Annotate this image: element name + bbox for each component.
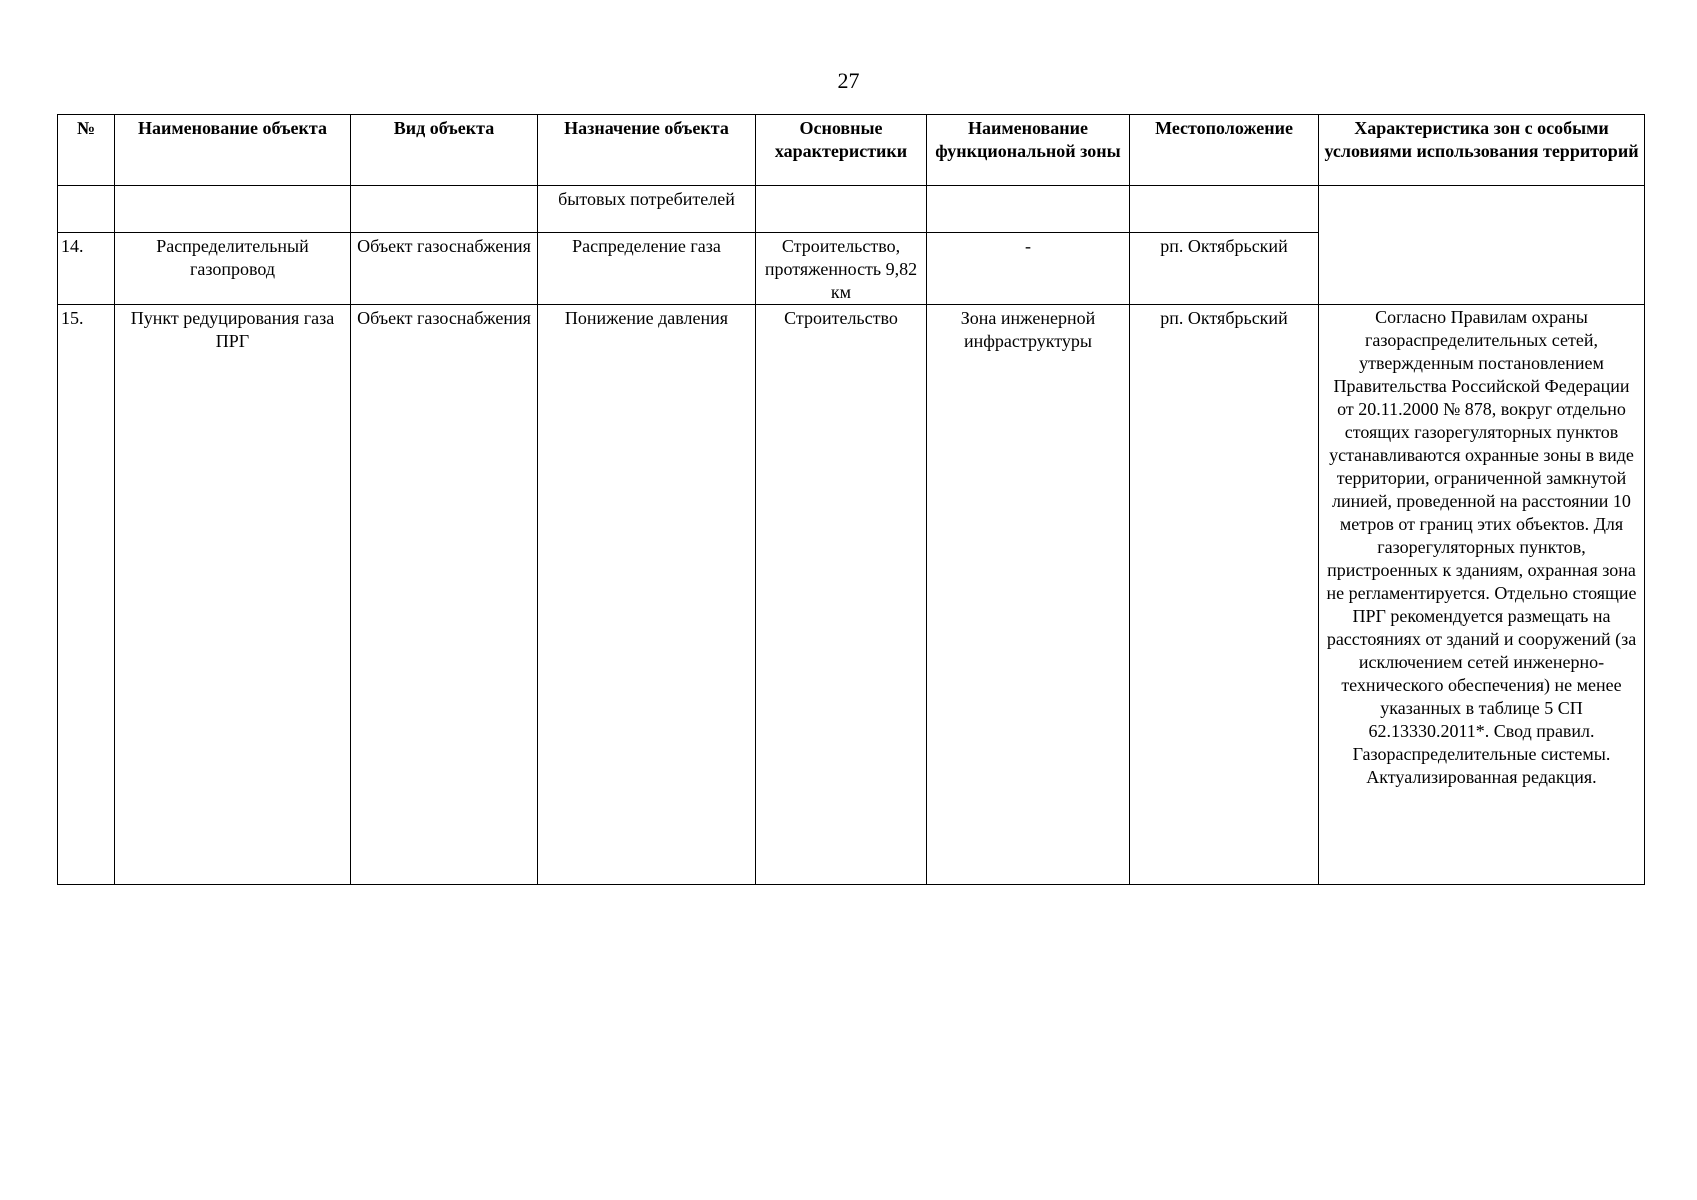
- table-row: [58, 186, 1645, 233]
- cell-number: [58, 186, 115, 233]
- cell-zone-restrictions: [1319, 186, 1645, 305]
- header-location: Местоположение: [1130, 115, 1319, 186]
- cell-location: рп. Октябрьский: [1130, 233, 1319, 305]
- cell-main-characteristics: [756, 186, 927, 233]
- header-object-name: Наименование объекта: [115, 115, 351, 186]
- header-number: №: [58, 115, 115, 186]
- cell-object-type: [351, 186, 538, 233]
- cell-location: рп. Октябрьский: [1130, 305, 1319, 885]
- cell-main-characteristics: Строительство: [756, 305, 927, 885]
- header-object-type: Вид объекта: [351, 115, 538, 186]
- cell-functional-zone: Зона инженерной инфраструктуры: [927, 305, 1130, 885]
- cell-functional-zone: -: [927, 233, 1130, 305]
- cell-object-purpose: Распределение газа: [538, 233, 756, 305]
- cell-object-name: Пункт редуцирования газа ПРГ: [115, 305, 351, 885]
- cell-main-characteristics: Строительство, протяженность 9,82 км: [756, 233, 927, 305]
- header-zone-restrictions: Характеристика зон с особыми условиями использования территорий: [1319, 115, 1645, 186]
- cell-functional-zone: [927, 186, 1130, 233]
- page-number: 27: [837, 68, 860, 93]
- header-object-purpose: Назначение объекта: [538, 115, 756, 186]
- cell-object-name: [115, 186, 351, 233]
- cell-object-purpose: Понижение давления: [538, 305, 756, 885]
- table-row: [58, 305, 1645, 885]
- cell-zone-restrictions: Согласно Правилам охраны газораспределительных сетей, утвержденным постановлением Правительства Российской Федерации от 20.11.2000 № 878, вокруг отдельно стоящих газорегуляторных пунктов устанавливаются охранные зоны в виде территории, ограниченной замкнутой линией, проведенной на расстоянии 10 метров от границ этих объектов. Для газорегуляторных пунктов, пристроенных к зданиям, охранная зона не регламентируется. Отдельно стоящие ПРГ рекомендуется размещать на расстояниях от зданий и сооружений (за исключением сетей инженерно-технического обеспечения) не менее указанных в таблице 5 СП 62.13330.2011*. Свод правил. Газораспределительные системы. Актуализированная редакция.: [1319, 305, 1645, 885]
- cell-location: [1130, 186, 1319, 233]
- header-main-characteristics: Основные характеристики: [756, 115, 927, 186]
- cell-object-type: Объект газоснабжения: [351, 305, 538, 885]
- header-functional-zone: Наименование функциональной зоны: [927, 115, 1130, 186]
- cell-object-purpose: бытовых потребителей: [538, 186, 756, 233]
- table-header-row: [58, 115, 1645, 186]
- cell-number: 14.: [58, 233, 115, 305]
- objects-table: [57, 114, 1645, 885]
- cell-object-name: Распределительный газопровод: [115, 233, 351, 305]
- cell-object-type: Объект газоснабжения: [351, 233, 538, 305]
- cell-number: 15.: [58, 305, 115, 885]
